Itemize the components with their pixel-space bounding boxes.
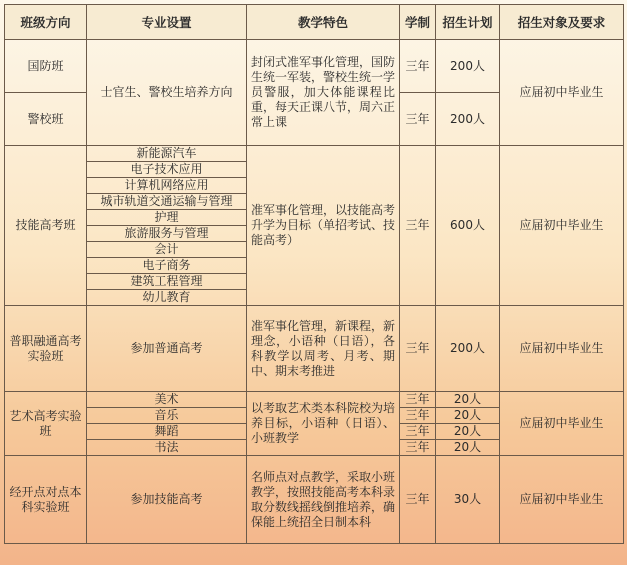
table-row (5, 306, 624, 392)
plan-cell: 20人 (436, 392, 500, 408)
target-cell: 应届初中毕业生 (500, 392, 624, 456)
major-cell: 参加技能高考 (87, 456, 247, 544)
feature-cell: 准军事化管理，以技能高考升学为目标（单招考试、技能高考） (247, 146, 400, 306)
plan-cell: 600人 (436, 146, 500, 306)
major-item: 电子商务 (87, 258, 247, 274)
class-name: 警校班 (5, 93, 87, 146)
major-item: 会计 (87, 242, 247, 258)
enrollment-table (4, 4, 624, 544)
table-row (5, 456, 624, 544)
major-item: 护理 (87, 210, 247, 226)
major-item: 音乐 (87, 408, 247, 424)
major-item: 书法 (87, 440, 247, 456)
header-feature: 教学特色 (247, 5, 400, 40)
plan-cell: 30人 (436, 456, 500, 544)
target-cell: 应届初中毕业生 (500, 306, 624, 392)
years-cell: 三年 (400, 40, 436, 93)
feature-cell: 准军事化管理，新课程，新理念，小语种（日语），各科教学以周考、月考、期中、期末考推进 (247, 306, 400, 392)
plan-cell: 20人 (436, 440, 500, 456)
major-item: 新能源汽车 (87, 146, 247, 162)
years-cell: 三年 (400, 456, 436, 544)
major-item: 美术 (87, 392, 247, 408)
target-cell: 应届初中毕业生 (500, 40, 624, 146)
target-cell: 应届初中毕业生 (500, 146, 624, 306)
years-cell: 三年 (400, 440, 436, 456)
major-item: 舞蹈 (87, 424, 247, 440)
major-item: 建筑工程管理 (87, 274, 247, 290)
plan-cell: 200人 (436, 93, 500, 146)
header-major: 专业设置 (87, 5, 247, 40)
header-years: 学制 (400, 5, 436, 40)
major-cell: 参加普通高考 (87, 306, 247, 392)
years-cell: 三年 (400, 424, 436, 440)
feature-cell: 封闭式准军事化管理，国防生统一军装，警校生统一学员警服，加大体能课程比重，每天正课八节，周六正常上课 (247, 40, 400, 146)
class-name: 艺术高考实验班 (5, 392, 87, 456)
header-target: 招生对象及要求 (500, 5, 624, 40)
table-row (5, 146, 624, 162)
feature-cell: 名师点对点教学，采取小班教学，按照技能高考本科录取分数线摇线倒推培养，确保能上统招全日制本科 (247, 456, 400, 544)
major-item: 旅游服务与管理 (87, 226, 247, 242)
class-name: 技能高考班 (5, 146, 87, 306)
years-cell: 三年 (400, 93, 436, 146)
plan-cell: 200人 (436, 306, 500, 392)
class-name: 普职融通高考实验班 (5, 306, 87, 392)
major-item: 电子技术应用 (87, 162, 247, 178)
years-cell: 三年 (400, 306, 436, 392)
plan-cell: 20人 (436, 408, 500, 424)
table-row (5, 392, 624, 408)
major-item: 幼儿教育 (87, 290, 247, 306)
plan-cell: 20人 (436, 424, 500, 440)
feature-cell: 以考取艺术类本科院校为培养目标，小语种（日语）、小班教学 (247, 392, 400, 456)
target-cell: 应届初中毕业生 (500, 456, 624, 544)
class-name: 国防班 (5, 40, 87, 93)
major-item: 计算机网络应用 (87, 178, 247, 194)
major-item: 城市轨道交通运输与管理 (87, 194, 247, 210)
header-class-direction: 班级方向 (5, 5, 87, 40)
years-cell: 三年 (400, 408, 436, 424)
years-cell: 三年 (400, 146, 436, 306)
major-cell: 士官生、警校生培养方向 (87, 40, 247, 146)
header-plan: 招生计划 (436, 5, 500, 40)
class-name: 经开点对点本科实验班 (5, 456, 87, 544)
header-row (5, 5, 624, 40)
years-cell: 三年 (400, 392, 436, 408)
plan-cell: 200人 (436, 40, 500, 93)
table-row (5, 40, 624, 93)
